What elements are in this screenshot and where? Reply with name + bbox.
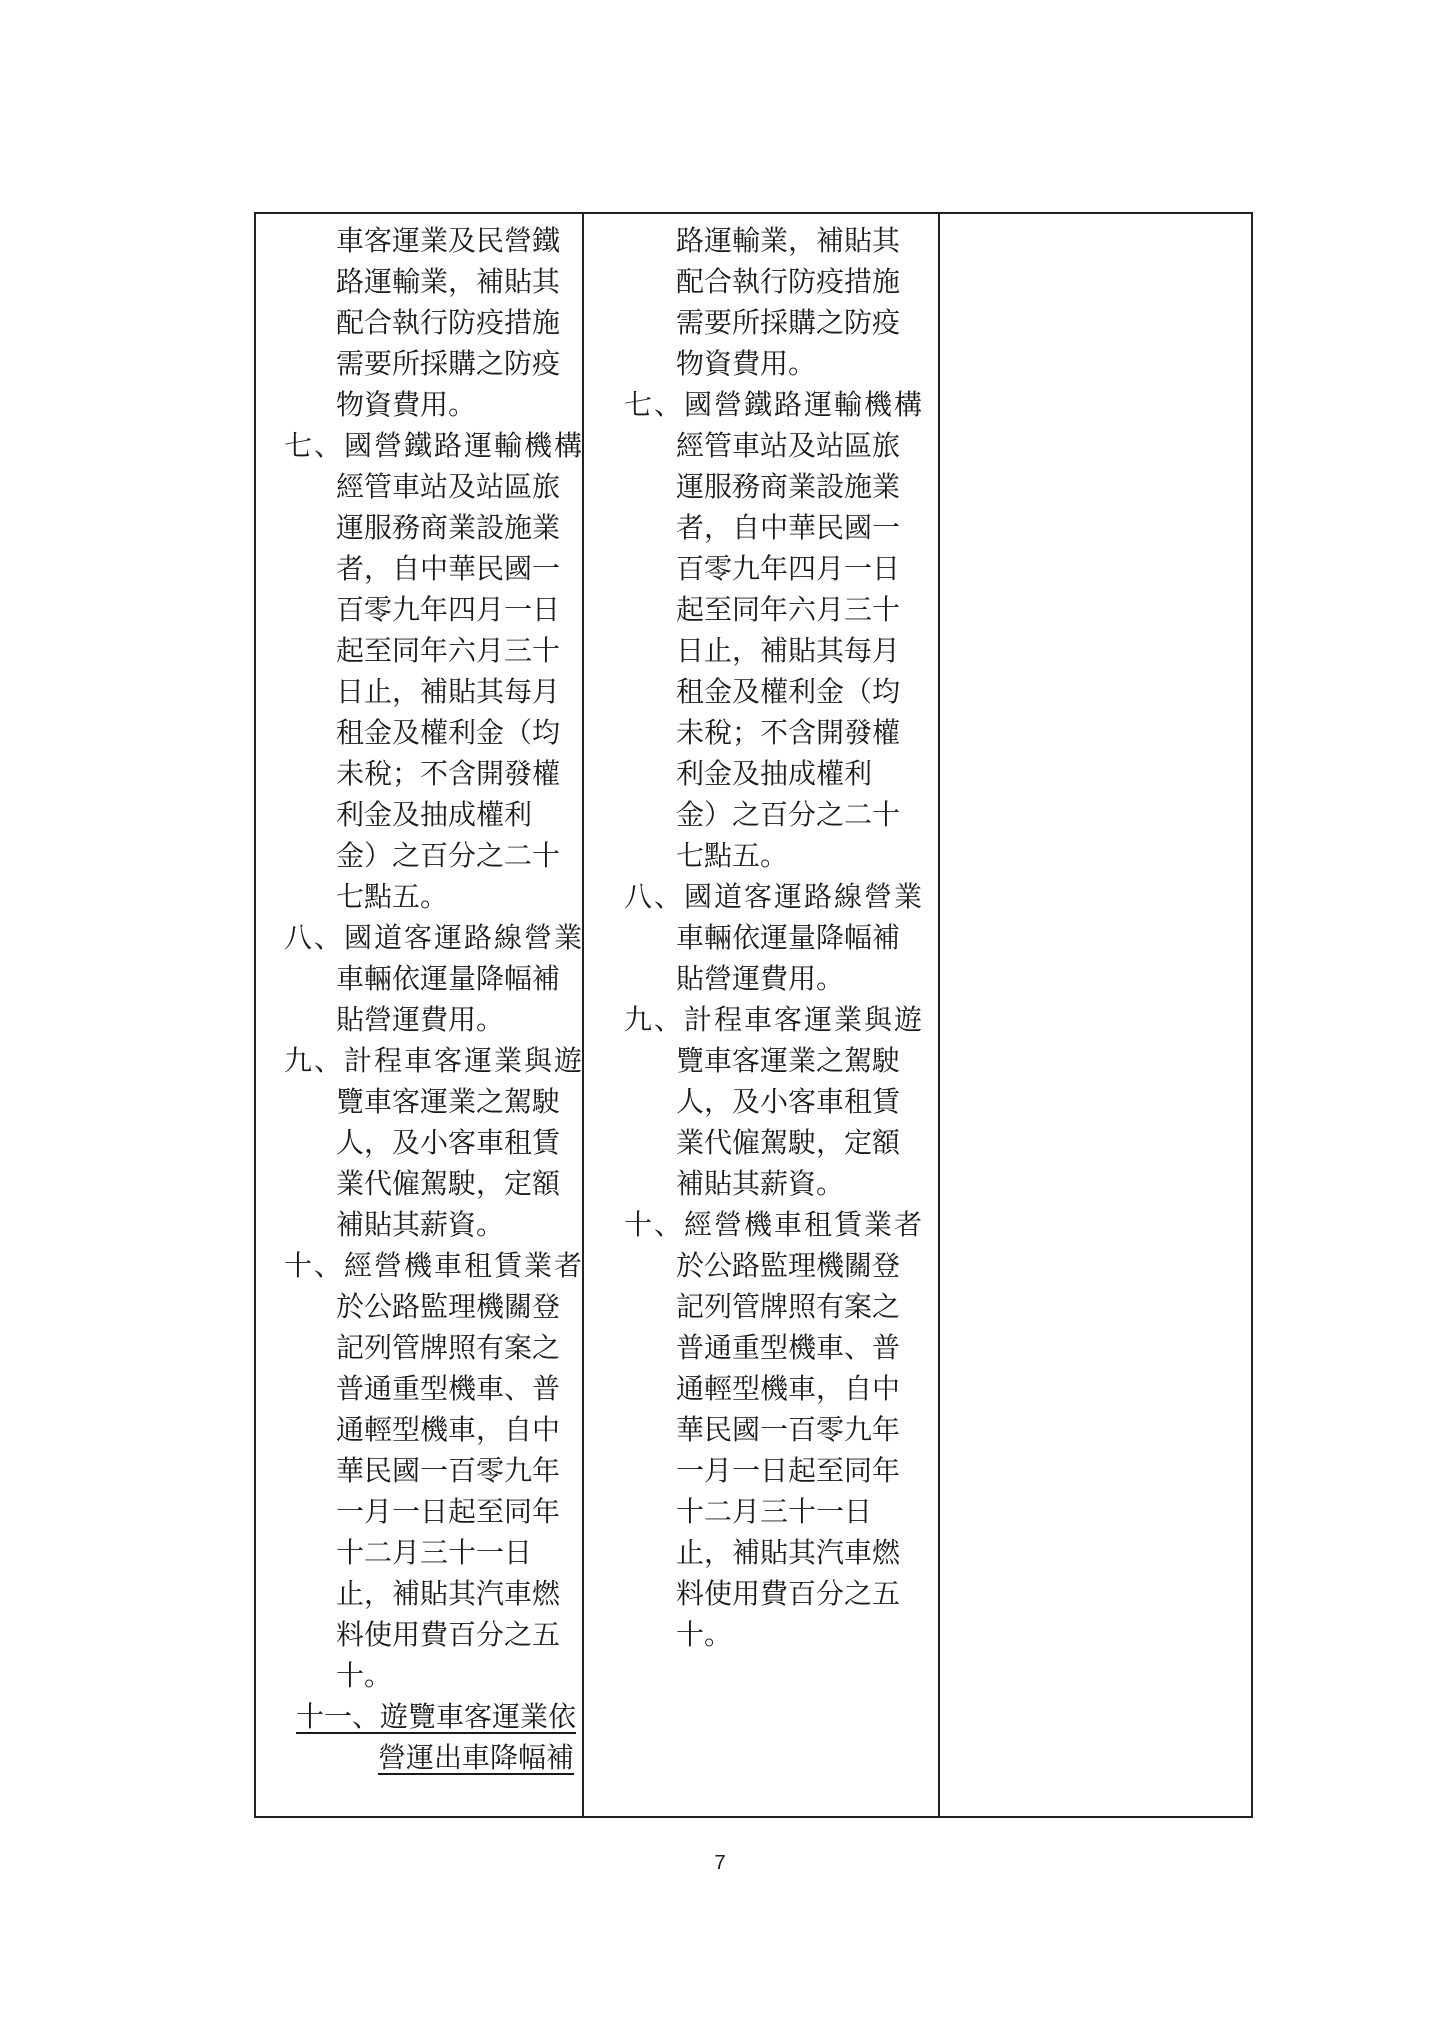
text-line: 車輛依運量降幅補 (336, 962, 561, 995)
page-number: 7 (714, 1852, 726, 1874)
text-line: 配合執行防疫措施 (676, 265, 901, 298)
text-line: 業代僱駕駛，定額 (336, 1167, 561, 1200)
text-line: 記列管牌照有案之 (676, 1290, 901, 1323)
text-line: 者，自中華民國一 (676, 511, 901, 544)
text-line: 一月一日起至同年 (676, 1454, 901, 1487)
text-line: 運服務商業設施業 (336, 511, 561, 544)
text-line: 需要所採購之防疫 (336, 347, 561, 380)
text-line: 通輕型機車，自中 (676, 1372, 901, 1405)
text-line: 於公路監理機關登 (676, 1249, 901, 1282)
text-line: 營運出車降幅補 (378, 1741, 575, 1774)
text-line: 配合執行防疫措施 (336, 306, 561, 339)
text-line: 七點五。 (336, 880, 449, 913)
text-line: 金）之百分之二十 (336, 839, 561, 872)
text-line: 十。 (676, 1618, 733, 1651)
text-line: 記列管牌照有案之 (336, 1331, 561, 1364)
text-line: 未稅；不含開發權 (676, 716, 901, 749)
comparison-table (254, 212, 1253, 1818)
text-line: 日止，補貼其每月 (336, 675, 561, 708)
text-line: 九、計程車客運業與遊 (284, 1044, 585, 1077)
text-line: 一月一日起至同年 (336, 1495, 561, 1528)
text-line: 未稅；不含開發權 (336, 757, 561, 790)
text-line: 八、國道客運路線營業 (624, 880, 925, 913)
text-line: 百零九年四月一日 (676, 552, 901, 585)
text-line: 租金及權利金（均 (676, 675, 901, 708)
text-line: 料使用費百分之五 (336, 1618, 561, 1651)
text-line: 需要所採購之防疫 (676, 306, 901, 339)
text-line: 物資費用。 (336, 388, 477, 421)
text-line: 覽車客運業之駕駛 (336, 1085, 561, 1118)
text-line: 十、經營機車租賃業者 (624, 1208, 925, 1241)
text-line: 七、國營鐵路運輸機構 (624, 388, 925, 421)
text-line: 日止，補貼其每月 (676, 634, 901, 667)
text-line: 止，補貼其汽車燃 (676, 1536, 901, 1569)
text-line: 路運輸業，補貼其 (336, 265, 561, 298)
text-line: 止，補貼其汽車燃 (336, 1577, 561, 1610)
text-line: 車客運業及民營鐵 (336, 224, 561, 257)
text-line: 物資費用。 (676, 347, 817, 380)
text-line: 通輕型機車，自中 (336, 1413, 561, 1446)
text-line: 十一、遊覽車客運業依 (296, 1700, 577, 1733)
text-line: 路運輸業，補貼其 (676, 224, 901, 257)
text-line: 貼營運費用。 (336, 1003, 505, 1036)
text-line: 於公路監理機關登 (336, 1290, 561, 1323)
text-line: 經管車站及站區旅 (676, 429, 901, 462)
text-line: 利金及抽成權利 (676, 757, 873, 790)
text-line: 十二月三十一日 (336, 1536, 533, 1569)
text-line: 者，自中華民國一 (336, 552, 561, 585)
text-line: 料使用費百分之五 (676, 1577, 901, 1610)
text-line: 起至同年六月三十 (336, 634, 561, 667)
text-line: 補貼其薪資。 (336, 1208, 505, 1241)
text-line: 起至同年六月三十 (676, 593, 901, 626)
text-line: 普通重型機車、普 (676, 1331, 901, 1364)
text-line: 十、經營機車租賃業者 (284, 1249, 585, 1282)
text-line: 普通重型機車、普 (336, 1372, 561, 1405)
text-line: 十二月三十一日 (676, 1495, 873, 1528)
text-line: 人，及小客車租賃 (336, 1126, 561, 1159)
column-divider (938, 214, 940, 1816)
text-line: 七、國營鐵路運輸機構 (284, 429, 585, 462)
text-line: 華民國一百零九年 (676, 1413, 901, 1446)
text-line: 覽車客運業之駕駛 (676, 1044, 901, 1077)
text-line: 百零九年四月一日 (336, 593, 561, 626)
text-line: 補貼其薪資。 (676, 1167, 845, 1200)
text-line: 人，及小客車租賃 (676, 1085, 901, 1118)
text-line: 利金及抽成權利 (336, 798, 533, 831)
text-line: 運服務商業設施業 (676, 470, 901, 503)
text-line: 七點五。 (676, 839, 789, 872)
text-line: 車輛依運量降幅補 (676, 921, 901, 954)
text-line: 租金及權利金（均 (336, 716, 561, 749)
text-line: 八、國道客運路線營業 (284, 921, 585, 954)
text-line: 十。 (336, 1659, 393, 1692)
text-line: 金）之百分之二十 (676, 798, 901, 831)
text-line: 貼營運費用。 (676, 962, 845, 995)
text-line: 經管車站及站區旅 (336, 470, 561, 503)
text-line: 華民國一百零九年 (336, 1454, 561, 1487)
text-line: 九、計程車客運業與遊 (624, 1003, 925, 1036)
text-line: 業代僱駕駛，定額 (676, 1126, 901, 1159)
